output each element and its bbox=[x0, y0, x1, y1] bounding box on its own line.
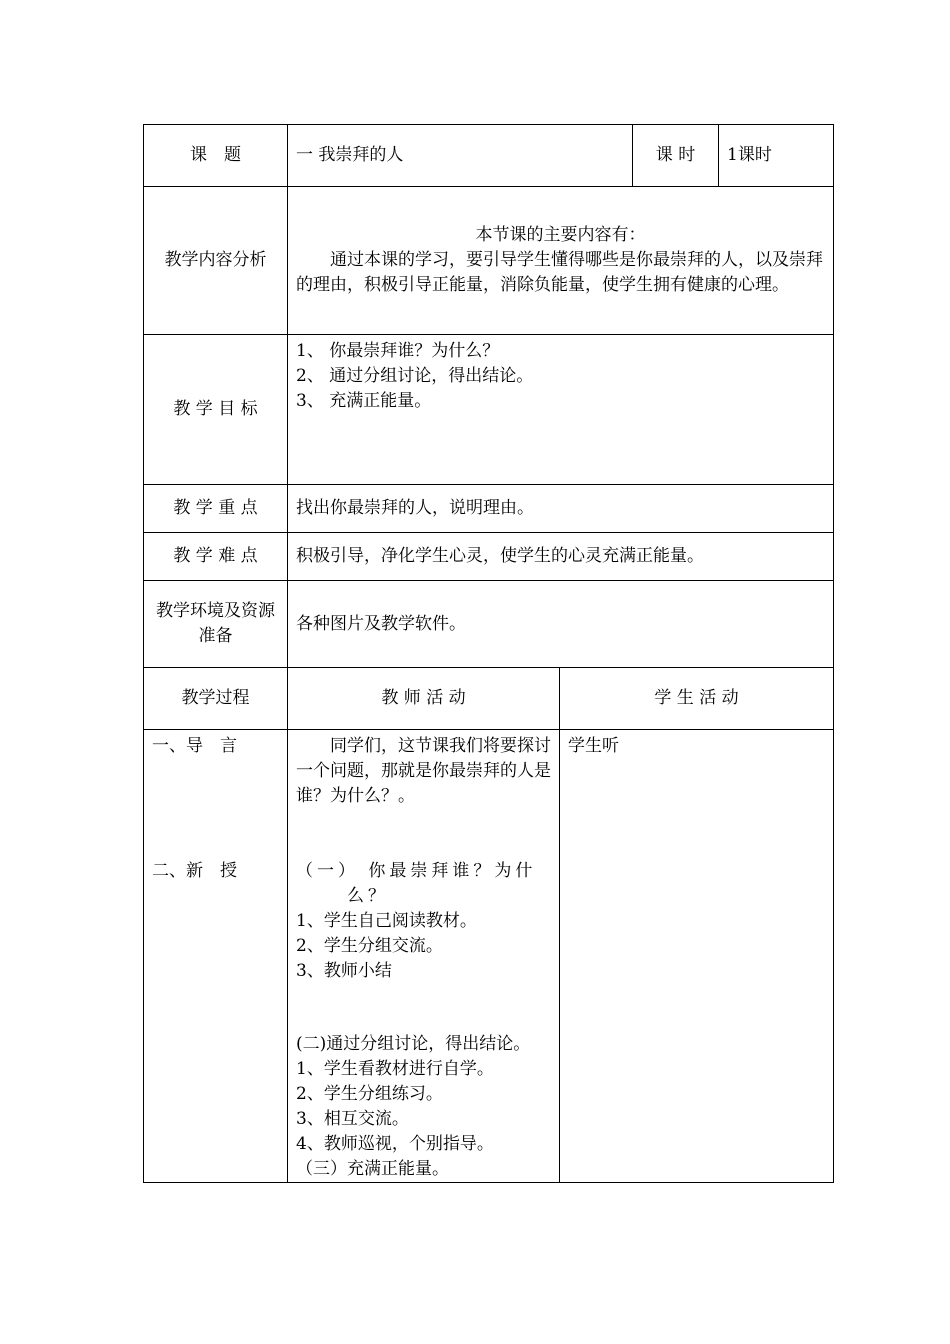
section2-title: (二)通过分组讨论，得出结论。 bbox=[296, 1034, 531, 1054]
content-analysis-label: 教学内容分析 bbox=[144, 187, 288, 335]
section2-item: 4、教师巡视，个别指导。 bbox=[296, 1134, 494, 1154]
resources-label: 教学环境及资源准备 bbox=[144, 581, 288, 668]
content-analysis-cell bbox=[288, 187, 834, 335]
key-points-value: 找出你最崇拜的人，说明理由。 bbox=[288, 485, 834, 533]
period-label: 课 时 bbox=[633, 125, 719, 187]
resources-value: 各种图片及教学软件。 bbox=[288, 581, 834, 668]
goals-cell bbox=[288, 335, 834, 485]
topic-label: 课 题 bbox=[144, 125, 288, 187]
content-analysis-heading: 本节课的主要内容有： bbox=[475, 225, 646, 245]
goal-item: 1、 你最崇拜谁？为什么？ bbox=[296, 341, 500, 361]
resources-row bbox=[144, 581, 834, 668]
goals-row bbox=[144, 335, 834, 485]
stage-intro: 一、导 言 bbox=[152, 736, 237, 756]
difficulties-value: 积极引导，净化学生心灵，使学生的心灵充满正能量。 bbox=[288, 533, 834, 581]
goal-item: 2、 通过分组讨论，得出结论。 bbox=[296, 366, 534, 386]
section1-item: 3、教师小结 bbox=[296, 961, 392, 981]
period-value: 1课时 bbox=[719, 125, 834, 187]
topic-value: 一 我崇拜的人 bbox=[288, 125, 633, 187]
teacher-activity-header: 教 师 活 动 bbox=[288, 668, 560, 730]
student-activity-text: 学生听 bbox=[568, 736, 619, 756]
section2-item: 1、学生看教材进行自学。 bbox=[296, 1059, 494, 1079]
difficulties-label: 教 学 难 点 bbox=[144, 533, 288, 581]
section2-item: 3、相互交流。 bbox=[296, 1109, 409, 1129]
process-body-row bbox=[144, 730, 834, 1183]
key-points-label: 教 学 重 点 bbox=[144, 485, 288, 533]
key-points-row bbox=[144, 485, 834, 533]
student-activity-cell bbox=[560, 730, 834, 1183]
student-activity-header: 学 生 活 动 bbox=[560, 668, 834, 730]
section1-title: （一） 你最崇拜谁？为什么？ bbox=[296, 861, 537, 906]
goals-label: 教 学 目 标 bbox=[144, 335, 288, 485]
stage-new: 二、新 授 bbox=[152, 861, 237, 881]
process-label: 教学过程 bbox=[144, 668, 288, 730]
process-header-row bbox=[144, 668, 834, 730]
goal-item: 3、 充满正能量。 bbox=[296, 391, 432, 411]
section2-item: 2、学生分组练习。 bbox=[296, 1084, 443, 1104]
section1-item: 2、学生分组交流。 bbox=[296, 936, 443, 956]
teacher-activity-cell bbox=[288, 730, 560, 1183]
process-stages-cell bbox=[144, 730, 288, 1183]
section1-item: 1、学生自己阅读教材。 bbox=[296, 911, 477, 931]
section3-title: （三）充满正能量。 bbox=[296, 1159, 449, 1179]
difficulties-row bbox=[144, 533, 834, 581]
intro-text: 同学们，这节课我们将要探讨一个问题，那就是你最崇拜的人是谁？为什么？。 bbox=[296, 736, 551, 806]
lesson-plan-table bbox=[143, 124, 834, 1183]
content-analysis-row bbox=[144, 187, 834, 335]
content-analysis-body: 通过本课的学习，要引导学生懂得哪些是你最崇拜的人，以及崇拜的理由，积极引导正能量，消除负能量，使学生拥有健康的心理。 bbox=[296, 250, 823, 295]
topic-row bbox=[144, 125, 834, 187]
